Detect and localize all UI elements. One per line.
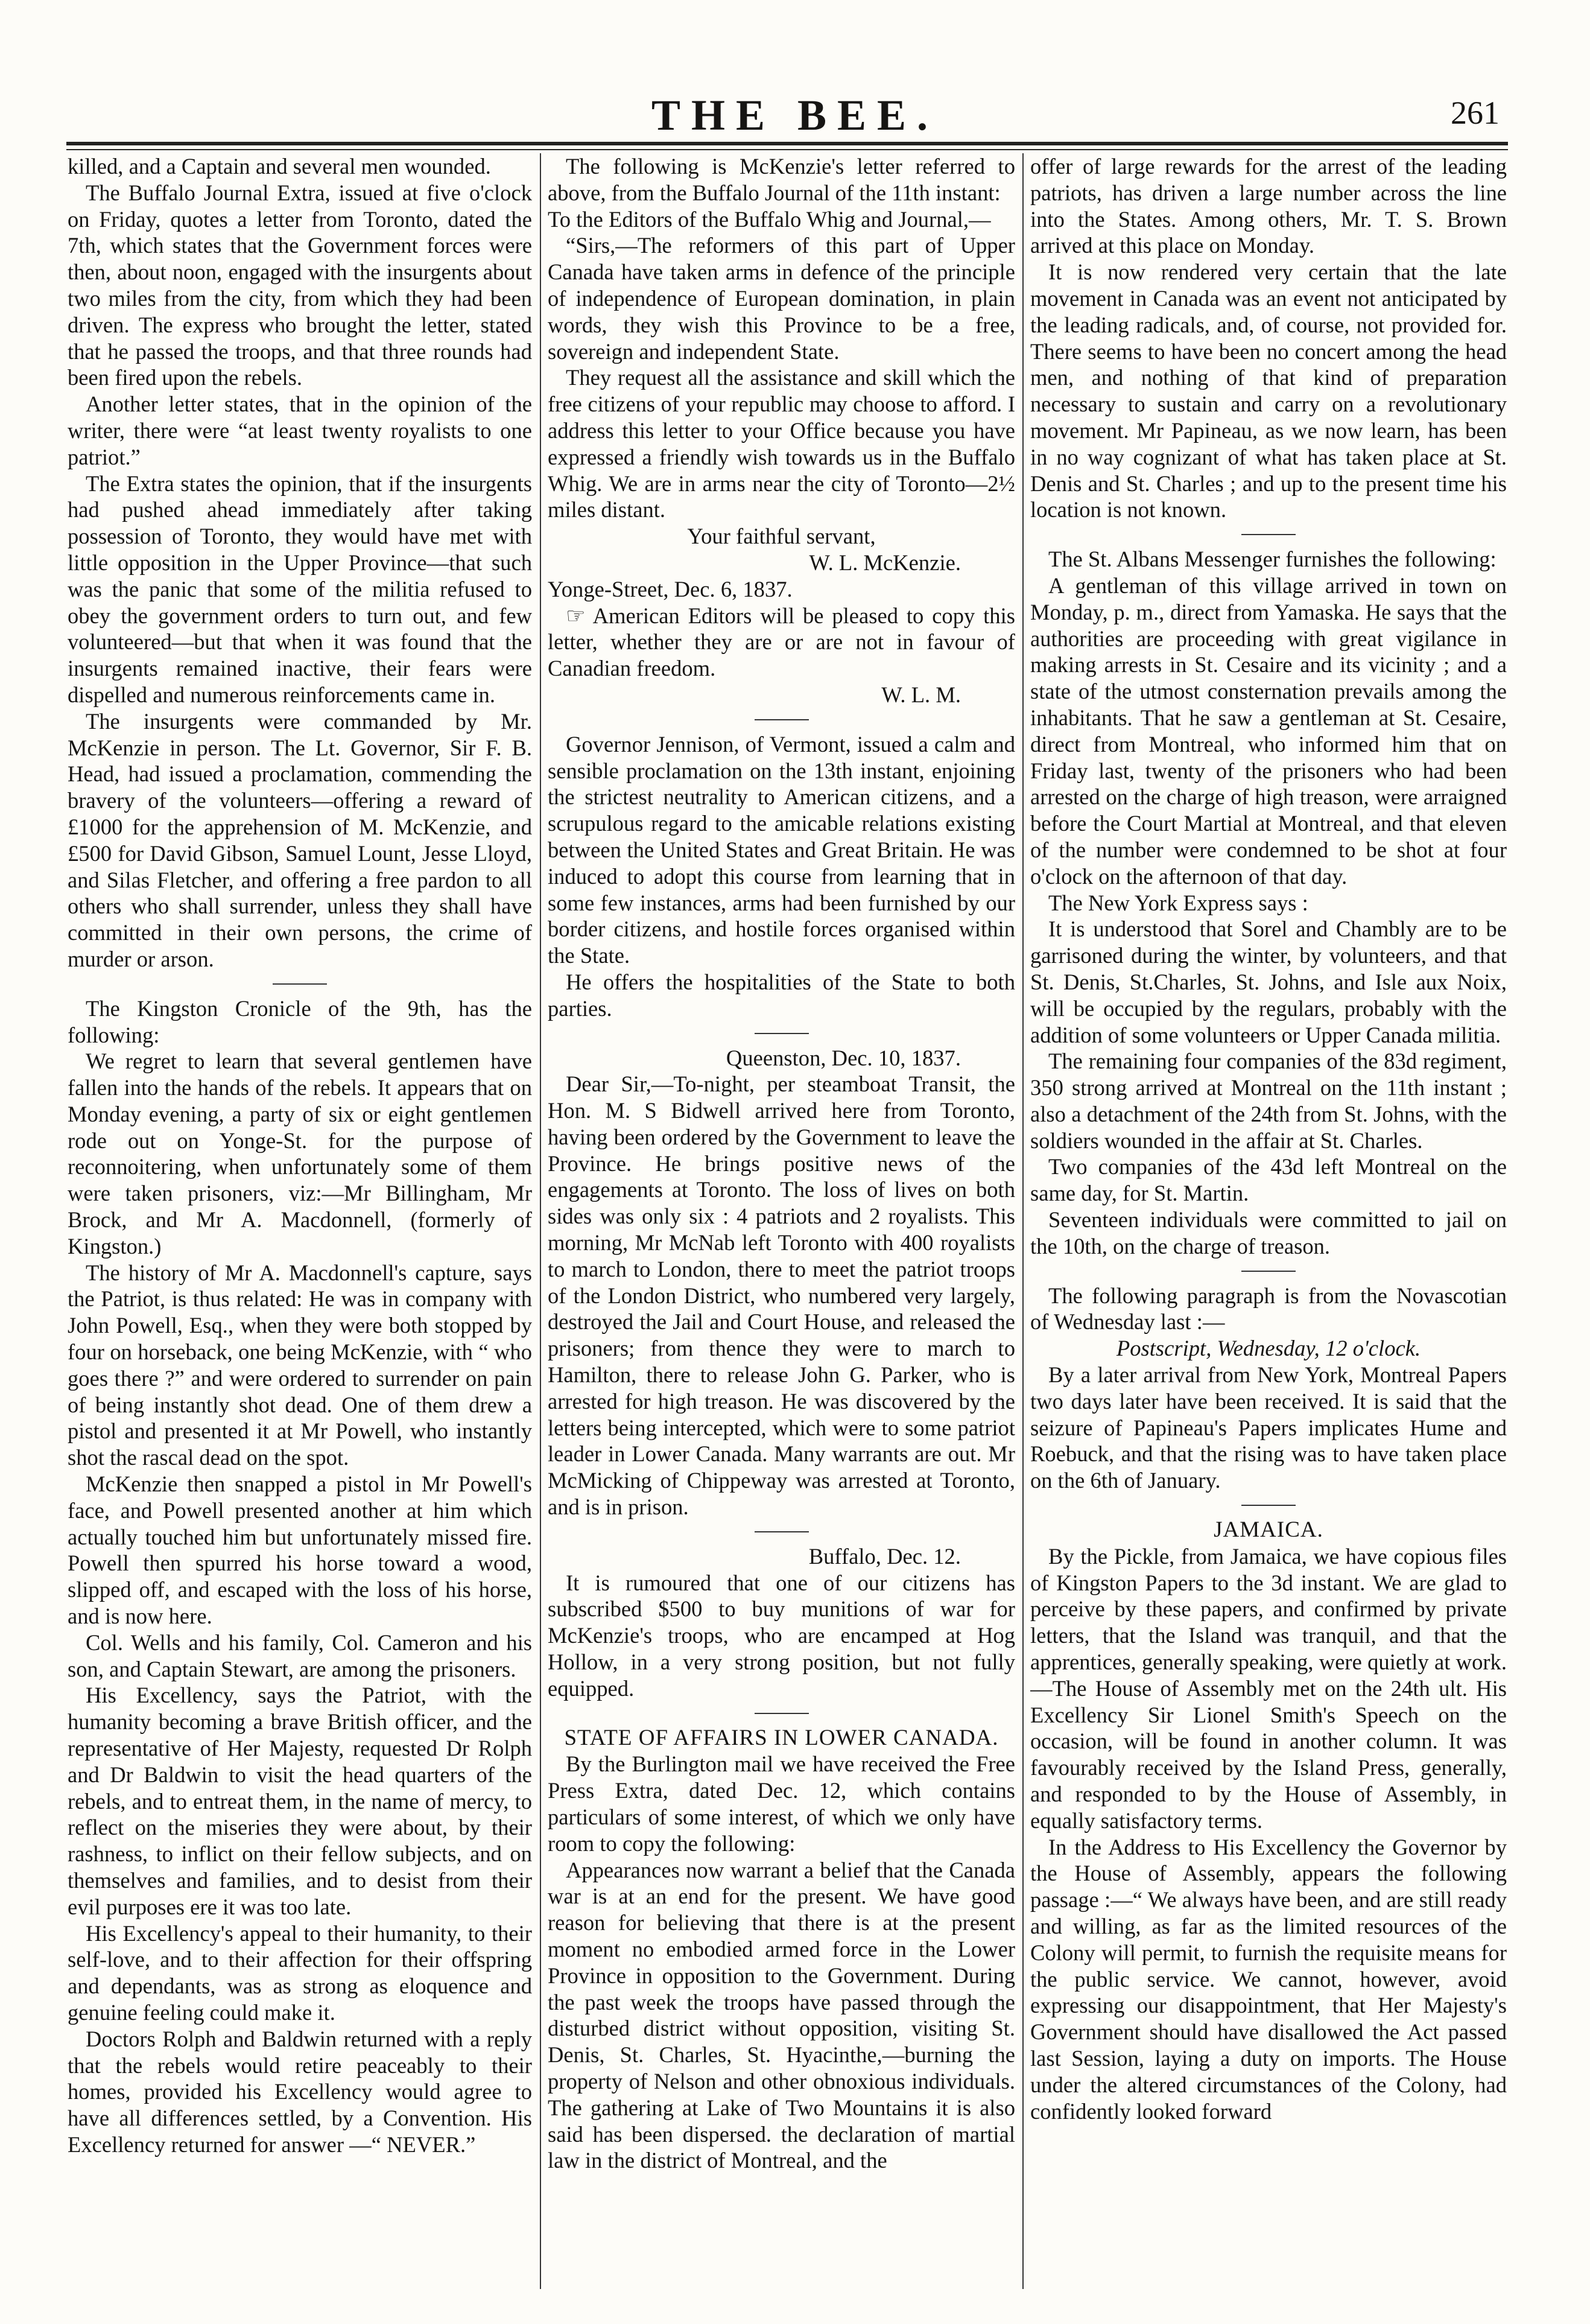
- paragraph: Postscript, Wednesday, 12 o'clock.: [1116, 1336, 1421, 1361]
- column-divider: [540, 153, 541, 2289]
- paragraph: Doctors Rolph and Baldwin returned with a reply that the rebels would retire peaceably to their homes, provided his Excellency would agree to have all differences settled, by a Convention. His Excellency returned for answer —“ NEVER.”: [68, 2026, 532, 2157]
- paragraph: He offers the hospitalities of the State to both parties.: [548, 969, 1015, 1021]
- paragraph: W. L. M.: [881, 682, 961, 707]
- paragraph: ☞ American Editors will be pleased to copy this letter, whether they are or are not in favour of Canadian freedom.: [548, 603, 1015, 681]
- masthead-title: THE BEE.: [651, 91, 939, 139]
- page-number: 261: [1451, 95, 1500, 131]
- paragraph: His Excellency, says the Patriot, with the humanity becoming a brave British officer, and the representative of Her Majesty, requested Dr Rolph and Dr Baldwin to visit the head quarters of the rebels, and to entreat them, in the name of mercy, to reflect on the miseries they were about, by their rashness, to inflict on their fellow subjects, and on themselves and families, and to desist from their evil purposes ere it was too late.: [68, 1683, 532, 1919]
- paragraph: The following paragraph is from the Novascotian of Wednesday last :—: [1030, 1283, 1507, 1335]
- paragraph: “Sirs,—The reformers of this part of Upper Canada have taken arms in defence of the principle of independence of European domination, in plain words, they wish this Province to be a free, sovereign and independent State.: [548, 233, 1015, 364]
- section-divider: [755, 1033, 809, 1034]
- paragraph: The Kingston Cronicle of the 9th, has the following:: [68, 995, 532, 1047]
- paragraph: Buffalo, Dec. 12.: [808, 1543, 961, 1569]
- paragraph: The Extra states the opinion, that if the insurgents had pushed ahead immediately after taking possession of Toronto, they would have met with little opposition in the Upper Province—that such was the panic that some of the militia refused to obey the government orders to turn out, and few volunteered—but that when it was found that the insurgents remained inactive, their fears were dispelled and numerous reinforcements came in.: [68, 471, 532, 707]
- paragraph: The remaining four companies of the 83d regiment, 350 strong arrived at Montreal on the 11th instant ; also a detachment of the 24th from St. Johns, with the soldiers wounded in the affair at St. Charles.: [1030, 1049, 1507, 1153]
- paragraph: Yonge-Street, Dec. 6, 1837.: [548, 576, 793, 602]
- paragraph: Governor Jennison, of Vermont, issued a calm and sensible proclamation on the 13th instant, enjoining the strictest neutrality to American citizens, and a scrupulous regard to the amicable relations existing between the United States and Great Britain. He was induced to adopt this course from learning that in some few instances, arms had been furnished by our border citizens, and hostile forces organised within the State.: [548, 731, 1015, 968]
- paragraph: In the Address to His Excellency the Governor by the House of Assembly, appears the following passage :—“ We always have been, and are still ready and willing, as far as the limited resources of the Colony will permit, to furnish the requisite means for the public service. We cannot, however, avoid expressing our disappointment, that Her Majesty's Government should have disallowed the Act passed last Session, laying a duty on imports. The House under the altered circumstances of the Colony, had confidently looked forward: [1030, 1834, 1507, 2124]
- paragraph: Queenston, Dec. 10, 1837.: [726, 1045, 961, 1070]
- paragraph: The following is McKenzie's letter referred to above, from the Buffalo Journal of the 11th instant:: [548, 154, 1015, 205]
- paragraph: It is rumoured that one of our citizens has subscribed $500 to buy munitions of war for McKenzie's troops, who are encamped at Hog Hollow, in a very strong position, but not fully equipped.: [548, 1570, 1015, 1701]
- column-3: [1030, 153, 1507, 2289]
- paragraph: Col. Wells and his family, Col. Cameron and his son, and Captain Stewart, are among the prisoners.: [68, 1630, 532, 1681]
- paragraph: W. L. McKenzie.: [809, 550, 961, 575]
- section-divider: [755, 1531, 809, 1532]
- masthead: [0, 90, 1590, 139]
- masthead-rule-thin: [66, 149, 1508, 150]
- section-heading: STATE OF AFFAIRS IN LOWER CANADA.: [564, 1725, 999, 1750]
- section-divider: [273, 983, 327, 985]
- paragraph: By the Pickle, from Jamaica, we have copious files of Kingston Papers to the 3d instant. We are glad to perceive by these papers, and confirmed by private letters, that the Island was tranquil, and that the apprentices, generally speaking, were quietly at work.—The House of Assembly met on the 24th ult. His Excellency Sir Lionel Smith's Speech on the occasion, will be found in another column. It was favourably received by the Island Press, generally, and responded to by the House of Assembly, in equally satisfactory terms.: [1030, 1543, 1507, 1833]
- paragraph: We regret to learn that several gentlemen have fallen into the hands of the rebels. It appears that on Monday evening, a party of six or eight gentlemen rode out on Yonge-St. for the purpose of reconnoitering, when unfortunately some of them were taken prisoners, viz:—Mr Billingham, Mr Brock, and Mr A. Macdonnell, (formerly of Kingston.): [68, 1049, 532, 1259]
- paragraph: It is understood that Sorel and Chambly are to be garrisoned during the winter, by volunteers, and that St. Denis, St.Charles, St. Johns, and Isle aux Noix, will be occupied by the regulars, probably with the addition of some volunteers or Upper Canada militia.: [1030, 916, 1507, 1047]
- column-divider: [1022, 153, 1024, 2289]
- paragraph: Dear Sir,—To-night, per steamboat Transit, the Hon. M. S Bidwell arrived here from Toronto, having been ordered by the Government to leave the Province. He brings positive news of the engagements at Toronto. The loss of lives on both sides was only six : 4 patriots and 2 royalists. This morning, Mr McNab left Toronto with 400 royalists to march to London, there to meet the patriot troops of the London District, who numbered very largely, destroyed the Jail and Court House, and released the prisoners; from thence they were to march to Hamilton, there to release John G. Parker, who is arrested for high treason. He was discovered by the letters being intercepted, which were to some patriot leader in Lower Canada. Many warrants are out. Mr McMicking of Chippeway was arrested at Toronto, and is in prison.: [548, 1072, 1015, 1520]
- section-divider: [1241, 534, 1296, 535]
- paragraph: The St. Albans Messenger furnishes the following:: [1048, 547, 1497, 572]
- paragraph: A gentleman of this village arrived in town on Monday, p. m., direct from Yamaska. He says that the authorities are proceeding with great vigilance in making arrests in St. Cesaire and its vicinity ; and a state of the utmost consternation prevails among the inhabitants. That he saw a gentleman at St. Cesaire, direct from Montreal, who informed him that on Friday last, twenty of the prisoners who had been arrested on the charge of high treason, were arraigned before the Court Martial at Montreal, and that eleven of the number were condemned to be shot at four o'clock on the afternoon of that day.: [1030, 573, 1507, 889]
- paragraph: The New York Express says :: [1048, 890, 1308, 915]
- paragraph: McKenzie then snapped a pistol in Mr Powell's face, and Powell presented another at him which actually touched him but unfortunately missed fire. Powell then spurred his horse toward a wood, slipped off, and escaped with the loss of his horse, and is now here.: [68, 1472, 532, 1629]
- paragraph: The insurgents were commanded by Mr. McKenzie in person. The Lt. Governor, Sir F. B. Head, had issued a proclamation, commending the bravery of the volunteers—offering a reward of £1000 for the apprehension of M. McKenzie, and £500 for David Gibson, Samuel Lount, Jesse Lloyd, and Silas Fletcher, and offering a free pardon to all others who shall surrender, unless they shall have committed in their own persons, the crime of murder or arson.: [68, 708, 532, 971]
- paragraph: killed, and a Captain and several men wounded.: [68, 154, 491, 179]
- paragraph: By a later arrival from New York, Montreal Papers two days later have been received. It is said that the seizure of Papineau's Papers implicates Hume and Roebuck, and that the rising was to have taken place on the 6th of January.: [1030, 1362, 1507, 1493]
- section-heading: JAMAICA.: [1214, 1517, 1323, 1543]
- column-2: [548, 153, 1015, 2289]
- paragraph: Your faithful servant,: [687, 524, 876, 549]
- section-divider: [755, 1713, 809, 1714]
- paragraph: Another letter states, that in the opinion of the writer, there were “at least twenty royalists to one patriot.”: [68, 392, 532, 469]
- paragraph: They request all the assistance and skill which the free citizens of your republic may choose to afford. I address this letter to your Office because you have expressed a friendly wish towards us in the Buffalo Whig. We are in arms near the city of Toronto—2½ miles distant.: [548, 365, 1015, 522]
- paragraph: The Buffalo Journal Extra, issued at five o'clock on Friday, quotes a letter from Toronto, dated the 7th, which states that the Government forces were then, about noon, engaged with the insurgents about two miles from the city, from which they had been driven. The express who brought the letter, stated that he passed the troops, and that three rounds had been fired upon the rebels.: [68, 180, 532, 390]
- paragraph: His Excellency's appeal to their humanity, to their self-love, and to their affection for their offspring and dependants, was as strong as eloquence and genuine feeling could make it.: [68, 1920, 532, 2025]
- paragraph: Two companies of the 43d left Montreal on the same day, for St. Martin.: [1030, 1154, 1507, 1206]
- column-1: [68, 153, 532, 2289]
- paragraph: By the Burlington mail we have received the Free Press Extra, dated Dec. 12, which contains particulars of some interest, of which we only have room to copy the following:: [548, 1751, 1015, 1856]
- paragraph: The history of Mr A. Macdonnell's capture, says the Patriot, is thus related: He was in company with John Powell, Esq., when they were both stopped by four on horseback, one being McKenzie, with “ who goes there ?” and were ordered to surrender on pain of being instantly shot dead. One of them drew a pistol and presented it at Mr Powell, who instantly shot the rascal dead on the spot.: [68, 1260, 532, 1470]
- section-divider: [1241, 1505, 1296, 1506]
- paragraph: To the Editors of the Buffalo Whig and Journal,—: [548, 206, 991, 232]
- paragraph: offer of large rewards for the arrest of the leading patriots, has driven a large number across the line into the States. Among others, Mr. T. S. Brown arrived at this place on Monday.: [1030, 154, 1507, 258]
- paragraph: It is now rendered very certain that the late movement in Canada was an event not anticipated by the leading radicals, and, of course, not provided for. There seems to have been no concert among the head men, and nothing of that kind of preparation necessary to sustain and carry on a revolutionary movement. Mr Papineau, as we now learn, has been in no way cognizant of what has taken place at St. Denis and St. Charles ; and up to the present time his location is not known.: [1030, 259, 1507, 522]
- section-divider: [755, 719, 809, 720]
- section-divider: [1241, 1271, 1296, 1272]
- paragraph: Seventeen individuals were committed to jail on the 10th, on the charge of treason.: [1030, 1207, 1507, 1259]
- masthead-rule-thick: [66, 142, 1508, 145]
- paragraph: Appearances now warrant a belief that the Canada war is at an end for the present. We have good reason for believing that there is at the present moment no embodied armed force in the Lower Province in opposition to the Government. During the past week the troops have passed through the disturbed district without opposition, visiting St. Denis, St. Charles, St. Hyacinthe,—burning the property of Nelson and other obnoxious individuals. The gathering at Lake of Two Mountains it is also said has been dispersed. the declaration of martial law in the district of Montreal, and the: [548, 1857, 1015, 2173]
